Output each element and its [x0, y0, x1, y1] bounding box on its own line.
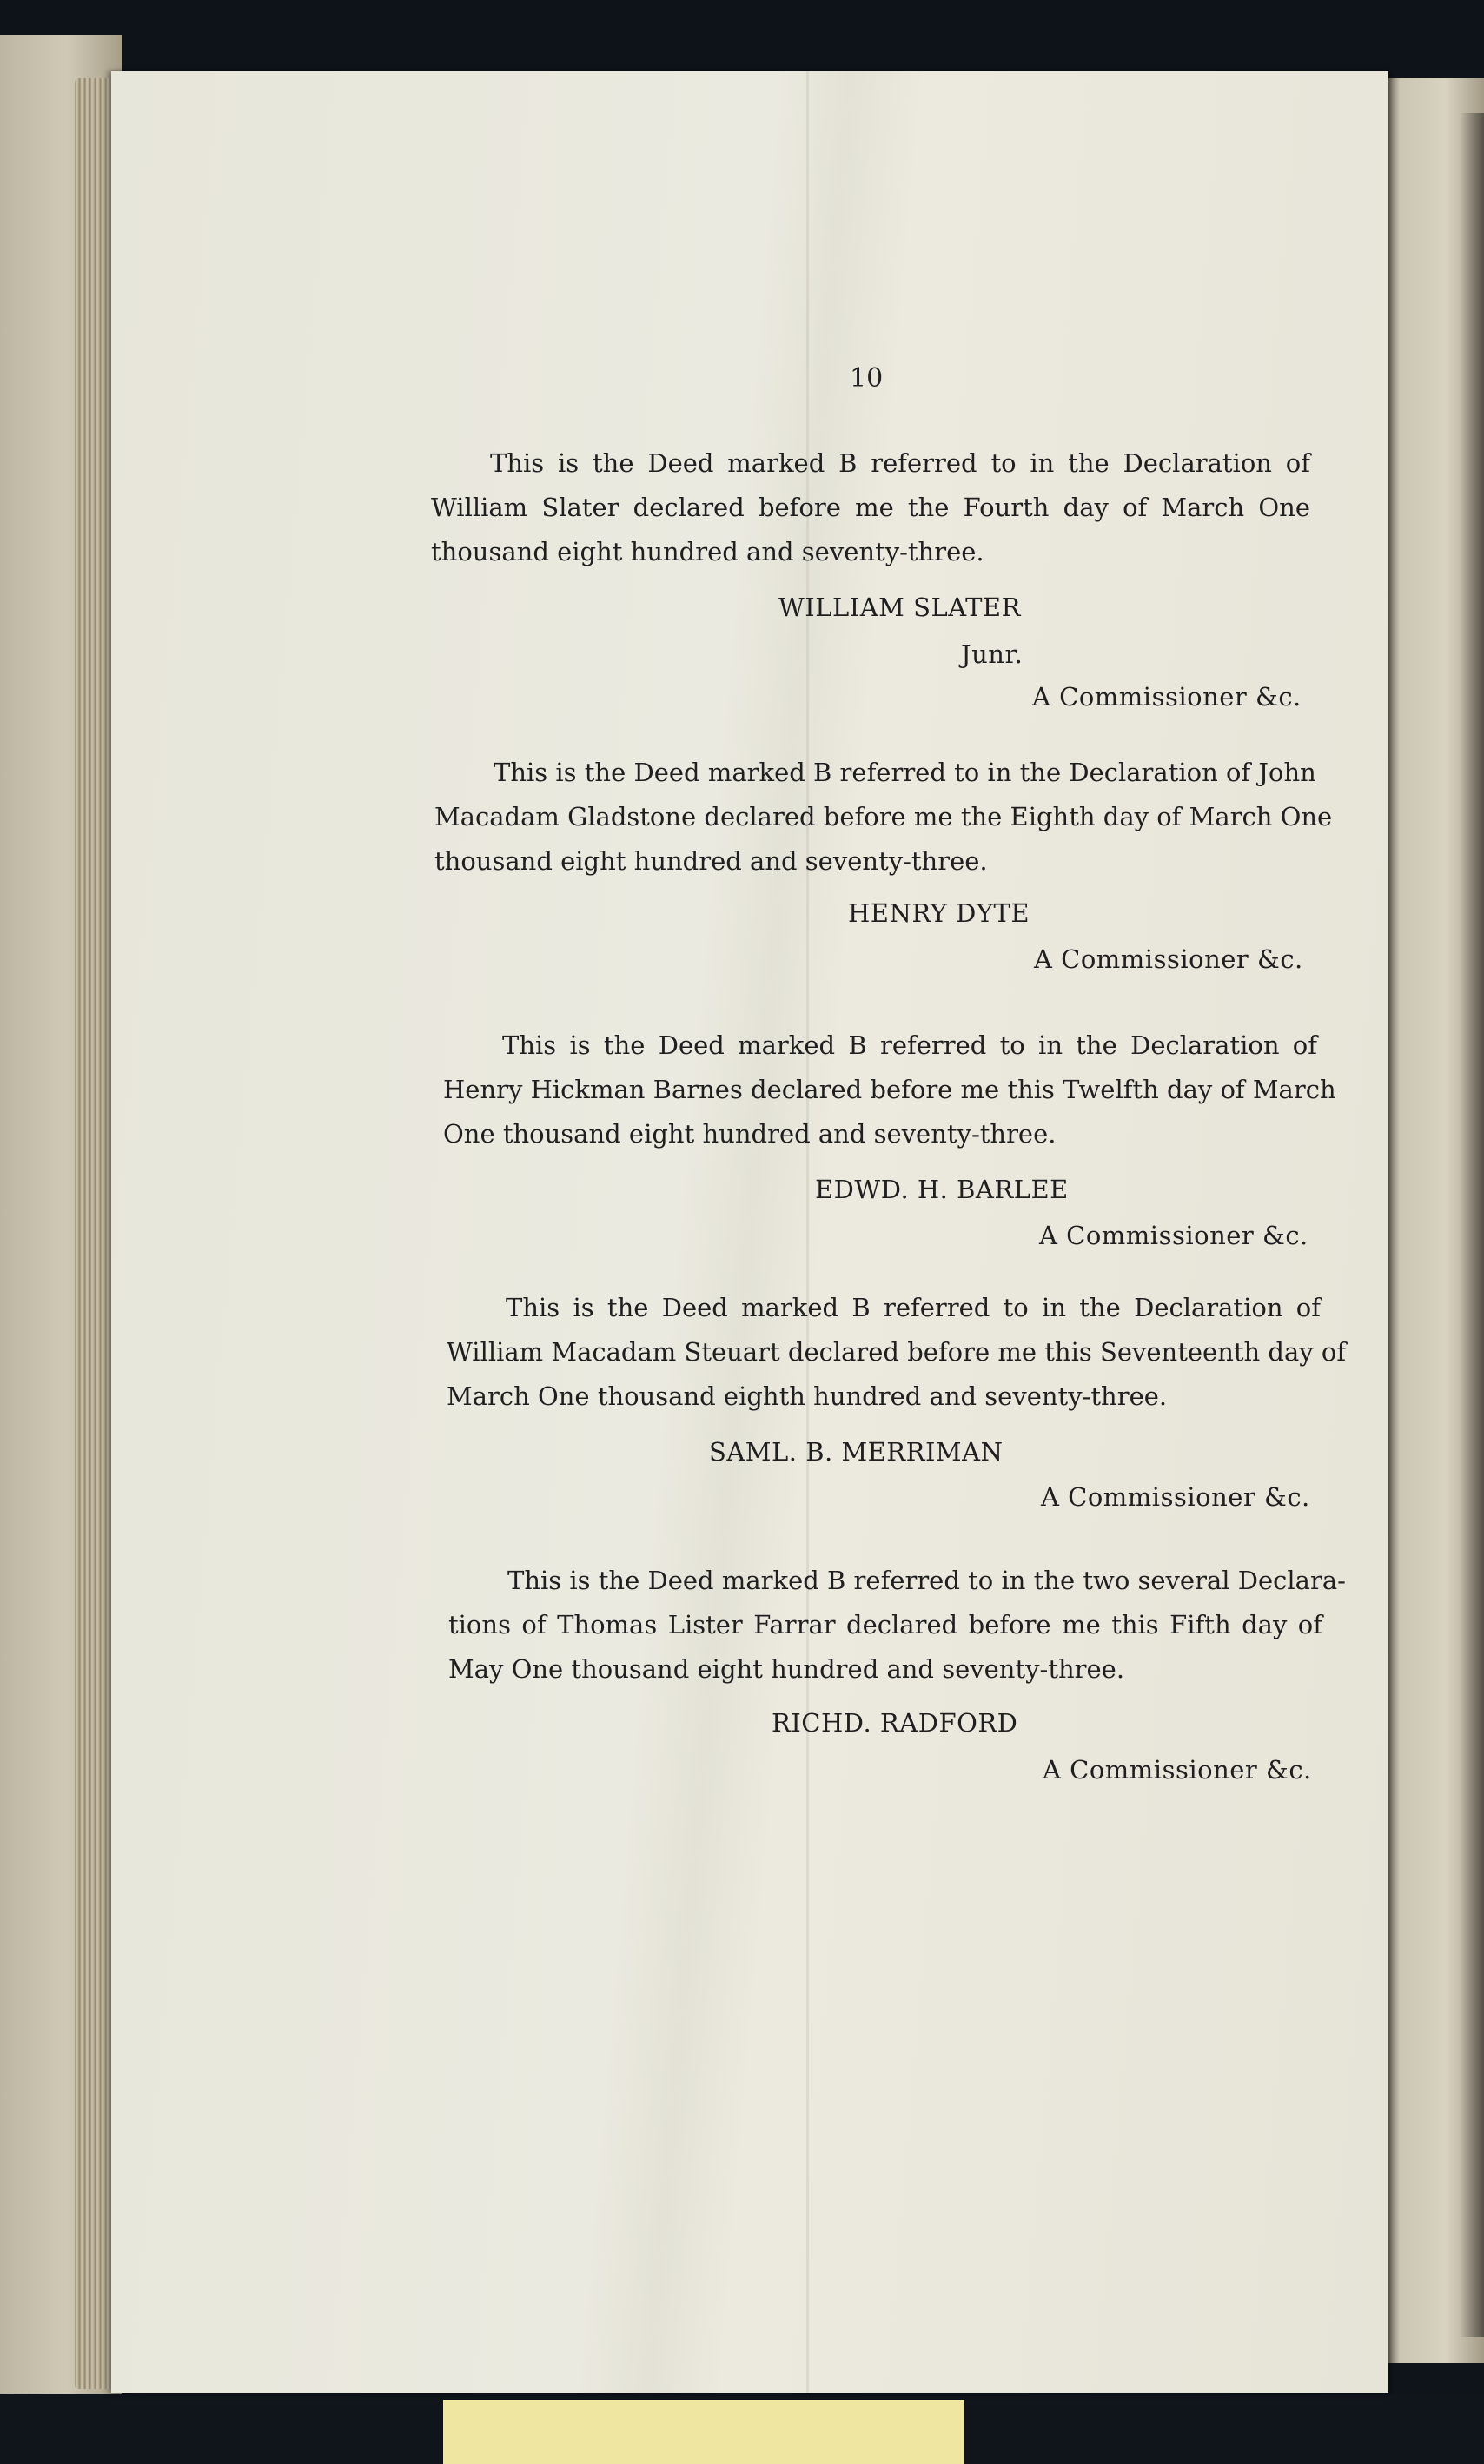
signature-name-5: RICHD. RADFORD — [772, 1708, 1018, 1738]
paragraph-line: May One thousand eight hundred and seventy-three. — [448, 1654, 1125, 1684]
signature-name-1: WILLIAM SLATER — [778, 593, 1021, 622]
commissioner-title-2: A Commissioner &c. — [1034, 944, 1303, 974]
signature-name-4: SAML. B. MERRIMAN — [709, 1437, 1004, 1467]
paragraph-line: thousand eight hundred and seventy-three. — [434, 846, 988, 876]
paragraph-line: Macadam Gladstone declared before me the Eighth day of March One — [434, 802, 1333, 831]
commissioner-title-1: A Commissioner &c. — [1032, 682, 1302, 712]
paragraph-line: Henry Hickman Barnes declared before me this Twelfth day of March — [443, 1075, 1336, 1104]
page-edges — [75, 78, 109, 2389]
background-top — [0, 0, 1484, 70]
paragraph-line: This is the Deed marked B referred to in the Declaration of — [506, 1293, 1321, 1322]
paragraph-line: This is the Deed marked B referred to in the Declaration of — [502, 1030, 1317, 1060]
page-fold — [806, 71, 809, 2393]
signature-name-3: EDWD. H. BARLEE — [815, 1175, 1069, 1204]
commissioner-title-3: A Commissioner &c. — [1039, 1221, 1308, 1250]
paragraph-line: One thousand eight hundred and seventy-three. — [443, 1119, 1057, 1149]
right-shadow — [1460, 113, 1484, 2337]
commissioner-title-5: A Commissioner &c. — [1043, 1755, 1312, 1785]
commissioner-title-4: A Commissioner &c. — [1041, 1482, 1310, 1512]
signature-suffix-1: Junr. — [961, 639, 1024, 669]
paragraph-line: This is the Deed marked B referred to in the Declaration of John — [494, 758, 1316, 787]
paragraph-line: This is the Deed marked B referred to in the two several Declara- — [507, 1566, 1346, 1595]
declaration-paragraph-3 — [443, 1023, 1336, 1156]
paragraph-line: This is the Deed marked B referred to in the Declaration of — [490, 448, 1310, 478]
paragraph-line: tions of Thomas Lister Farrar declared before me this Fifth day of — [448, 1610, 1322, 1639]
declaration-paragraph-4 — [447, 1286, 1347, 1419]
paragraph-line: William Slater declared before me the Fourth day of March One — [431, 493, 1310, 522]
paragraph-line: thousand eight hundred and seventy-three. — [431, 537, 984, 566]
paragraph-line: William Macadam Steuart declared before me this Seventeenth day of — [447, 1337, 1347, 1367]
signature-name-2: HENRY DYTE — [848, 898, 1030, 928]
declaration-paragraph-5 — [448, 1559, 1346, 1692]
yellow-tab — [443, 2400, 964, 2464]
declaration-paragraph-2 — [434, 751, 1333, 884]
declaration-paragraph-1 — [431, 441, 1310, 574]
paragraph-line: March One thousand eighth hundred and seventy-three. — [447, 1381, 1168, 1411]
page-number: 10 — [850, 363, 884, 394]
